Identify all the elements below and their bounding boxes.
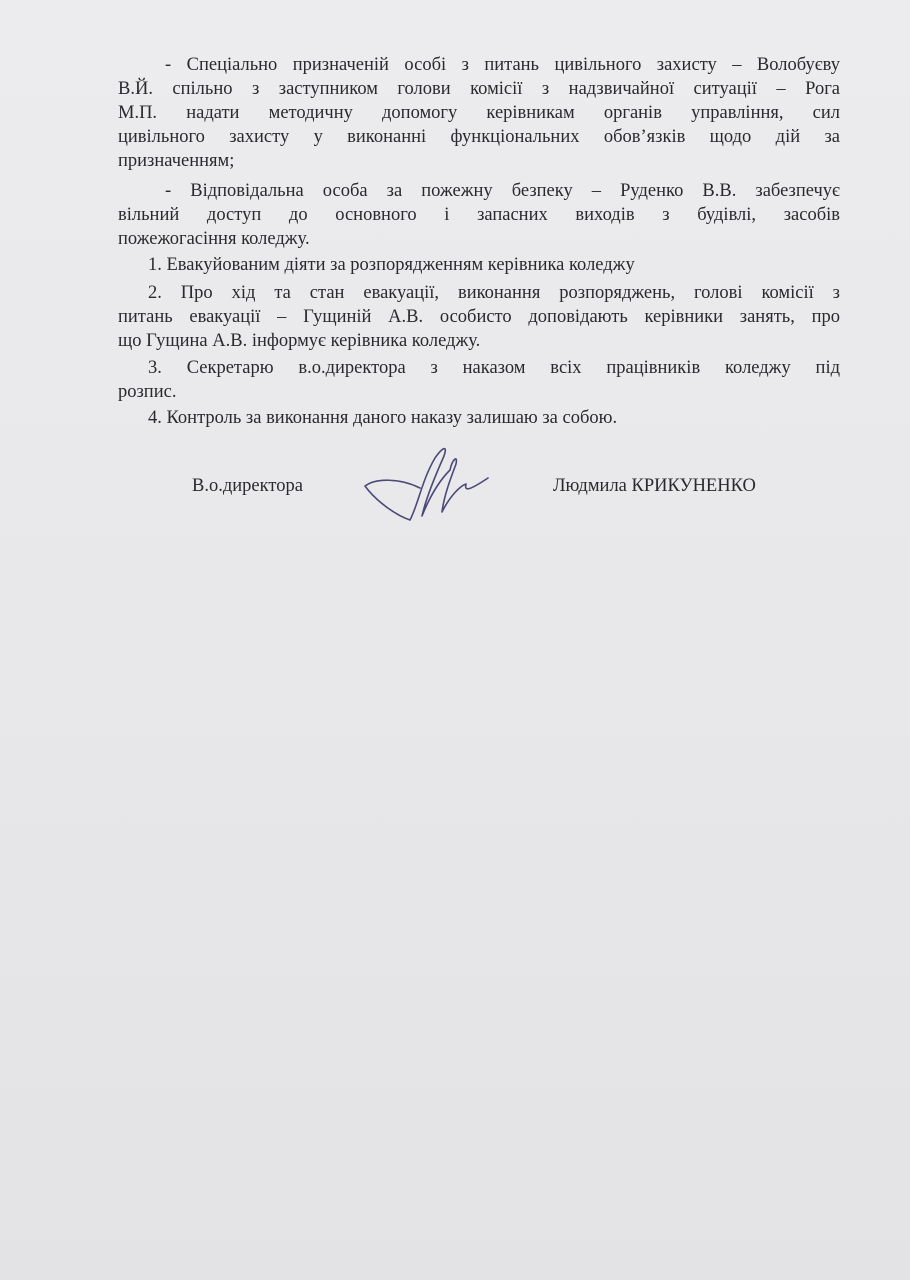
- text-line: що Гущина А.В. інформує керівника коледжу.: [118, 331, 481, 351]
- handwritten-signature: [360, 440, 510, 530]
- text-line: пожежогасіння коледжу.: [118, 229, 310, 249]
- signer-name: Людмила КРИКУНЕНКО: [553, 476, 756, 496]
- text-line: В.Й. спільно з заступником голови комісії з надзвичайної ситуації – Рога: [118, 79, 840, 99]
- list-item: 4. Контроль за виконання даного наказу залишаю за собою.: [148, 408, 618, 428]
- signer-role: В.о.директора: [192, 476, 303, 496]
- list-item: 1. Евакуйованим діяти за розпорядженням керівника коледжу: [148, 255, 635, 275]
- text-line: вільний доступ до основного і запасних виходів з будівлі, засобів: [118, 205, 840, 225]
- text-line: - Відповідальна особа за пожежну безпеку – Руденко В.В. забезпечує: [165, 181, 840, 201]
- list-item: 3. Секретарю в.о.директора з наказом всіх працівників коледжу під: [148, 358, 840, 378]
- text-line: призначенням;: [118, 151, 235, 171]
- text-line: питань евакуації – Гущиній А.В. особисто доповідають керівники занять, про: [118, 307, 840, 327]
- list-item: 2. Про хід та стан евакуації, виконання розпоряджень, голові комісії з: [148, 283, 840, 303]
- text-line: розпис.: [118, 382, 177, 402]
- text-line: М.П. надати методичну допомогу керівникам органів управління, сил: [118, 103, 840, 123]
- text-line: - Спеціально призначеній особі з питань цивільного захисту – Волобуєву: [165, 55, 840, 75]
- text-line: цивільного захисту у виконанні функціональних обов’язків щодо дій за: [118, 127, 840, 147]
